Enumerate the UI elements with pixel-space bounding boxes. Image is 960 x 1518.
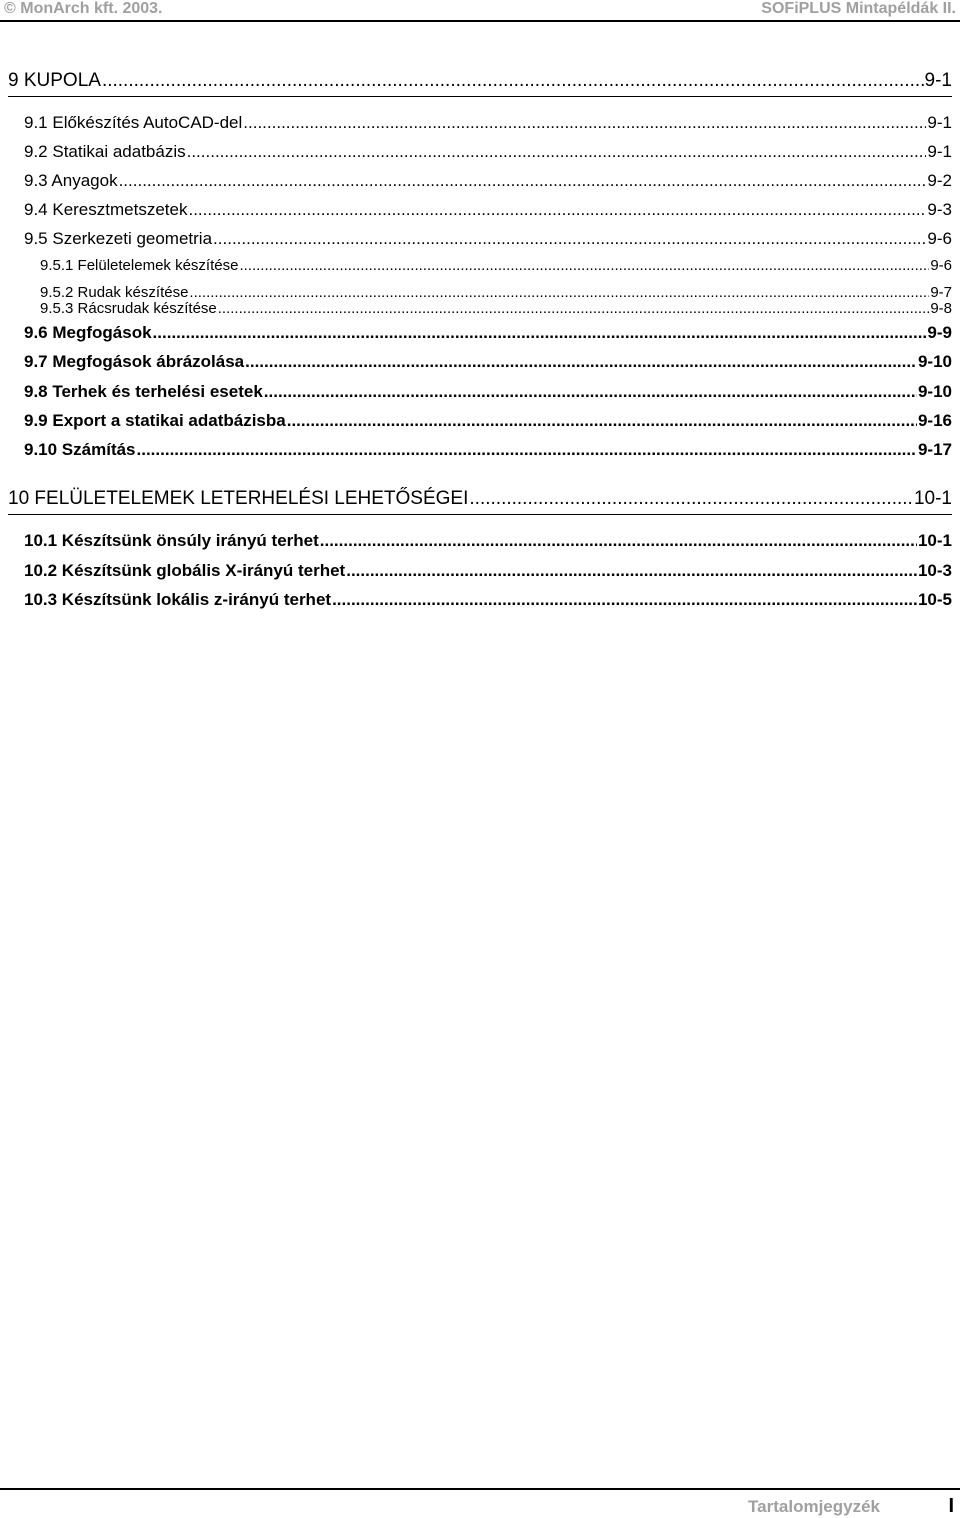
toc-entry-page: 9-3 [927, 200, 952, 219]
toc-entry-label: 9.3 Anyagok [24, 171, 118, 190]
toc-entry-9-8[interactable] [24, 382, 952, 402]
toc-entry-page: 9-7 [930, 284, 952, 301]
toc-dot-leader [469, 488, 913, 510]
toc-dot-leader [332, 590, 917, 610]
toc-entry-chapter-10[interactable] [8, 488, 952, 515]
toc-entry-page: 9-17 [917, 440, 952, 459]
toc-entry-label: 9.2 Statikai adatbázis [24, 142, 186, 161]
toc-entry-9-5-1[interactable] [40, 257, 952, 274]
toc-entry-9-10[interactable] [24, 440, 952, 460]
toc-entry-page: 10-1 [913, 488, 952, 509]
toc-entry-page: 10-5 [917, 590, 952, 609]
toc-dot-leader [213, 229, 926, 249]
toc-entry-label: 9.7 Megfogások ábrázolása [24, 352, 245, 371]
toc-dot-leader [239, 257, 929, 274]
toc-entry-page: 10-3 [917, 561, 952, 580]
toc-entry-10-2[interactable] [24, 561, 952, 581]
toc-entry-page: 9-2 [927, 171, 952, 190]
toc-entry-label: 10.3 Készítsünk lokális z-irányú terhet [24, 590, 332, 609]
toc-entry-page: 9-10 [917, 382, 952, 401]
toc-entry-9-3[interactable] [24, 171, 952, 191]
toc-entry-page: 9-1 [924, 70, 952, 91]
toc-entry-9-9[interactable] [24, 411, 952, 431]
toc-entry-label: 9.8 Terhek és terhelési esetek [24, 382, 263, 401]
toc-entry-label: 9.1 Előkészítés AutoCAD-del [24, 113, 243, 132]
header-copyright: © MonArch kft. 2003. [4, 0, 163, 17]
toc-dot-leader [189, 284, 929, 301]
toc-entry-label: 9.5.3 Rácsrudak készítése [40, 300, 217, 317]
toc-entry-page: 9-16 [917, 411, 952, 430]
toc-entry-label: 9.5.1 Felületelemek készítése [40, 257, 239, 274]
header-document-title: SOFiPLUS Mintapéldák II. [761, 0, 956, 17]
toc-dot-leader [245, 352, 917, 372]
toc-entry-9-2[interactable] [24, 142, 952, 162]
toc-dot-leader [218, 300, 930, 317]
toc-entry-page: 10-1 [917, 531, 952, 550]
toc-entry-9-5[interactable] [24, 229, 952, 249]
toc-entry-page: 9-6 [927, 229, 952, 248]
footer-section-label: Tartalomjegyzék [748, 1497, 880, 1516]
toc-entry-9-7[interactable] [24, 352, 952, 372]
toc-entry-page: 9-6 [930, 257, 952, 274]
toc-entry-label: 10 FELÜLETELEMEK LETERHELÉSI LEHETŐSÉGEI [8, 488, 469, 509]
toc-entry-9-6[interactable] [24, 323, 952, 343]
toc-entry-page: 9-8 [930, 300, 952, 317]
toc-entry-9-1[interactable] [24, 113, 952, 133]
toc-dot-leader [187, 142, 927, 162]
toc-entry-page: 9-10 [917, 352, 952, 371]
toc-entry-chapter-9[interactable] [8, 70, 952, 97]
toc-entry-label: 9.6 Megfogások [24, 323, 152, 342]
toc-entry-page: 9-1 [927, 142, 952, 161]
toc-dot-leader [264, 382, 917, 402]
toc-dot-leader [320, 531, 917, 551]
toc-dot-leader [153, 323, 927, 343]
toc-entry-label: 10.2 Készítsünk globális X-irányú terhet [24, 561, 346, 580]
toc-entry-page: 9-9 [927, 323, 952, 342]
toc-entry-10-1[interactable] [24, 531, 952, 551]
toc-dot-leader [188, 200, 926, 220]
page-header [0, 0, 960, 22]
toc-entry-9-4[interactable] [24, 200, 952, 220]
toc-dot-leader [287, 411, 917, 431]
toc-entry-9-5-3[interactable] [40, 300, 952, 317]
toc-entry-label: 9.9 Export a statikai adatbázisba [24, 411, 286, 430]
toc-entry-label: 10.1 Készítsünk önsúly irányú terhet [24, 531, 319, 550]
toc-dot-leader [137, 440, 917, 460]
toc-entry-label: 9.10 Számítás [24, 440, 136, 459]
page-footer [0, 1488, 960, 1518]
toc-dot-leader [346, 561, 917, 581]
toc-entry-9-5-2[interactable] [40, 284, 952, 301]
toc-entry-10-3[interactable] [24, 590, 952, 610]
toc-entry-label: 9.5 Szerkezeti geometria [24, 229, 213, 248]
toc-entry-page: 9-1 [927, 113, 952, 132]
toc-entry-label: 9.4 Keresztmetszetek [24, 200, 188, 219]
toc-dot-leader [102, 70, 924, 92]
toc-dot-leader [243, 113, 926, 133]
toc-dot-leader [119, 171, 927, 191]
toc-entry-label: 9.5.2 Rudak készítése [40, 284, 189, 301]
toc-entry-label: 9 KUPOLA [8, 70, 101, 91]
footer-page-number: I [948, 1495, 954, 1517]
